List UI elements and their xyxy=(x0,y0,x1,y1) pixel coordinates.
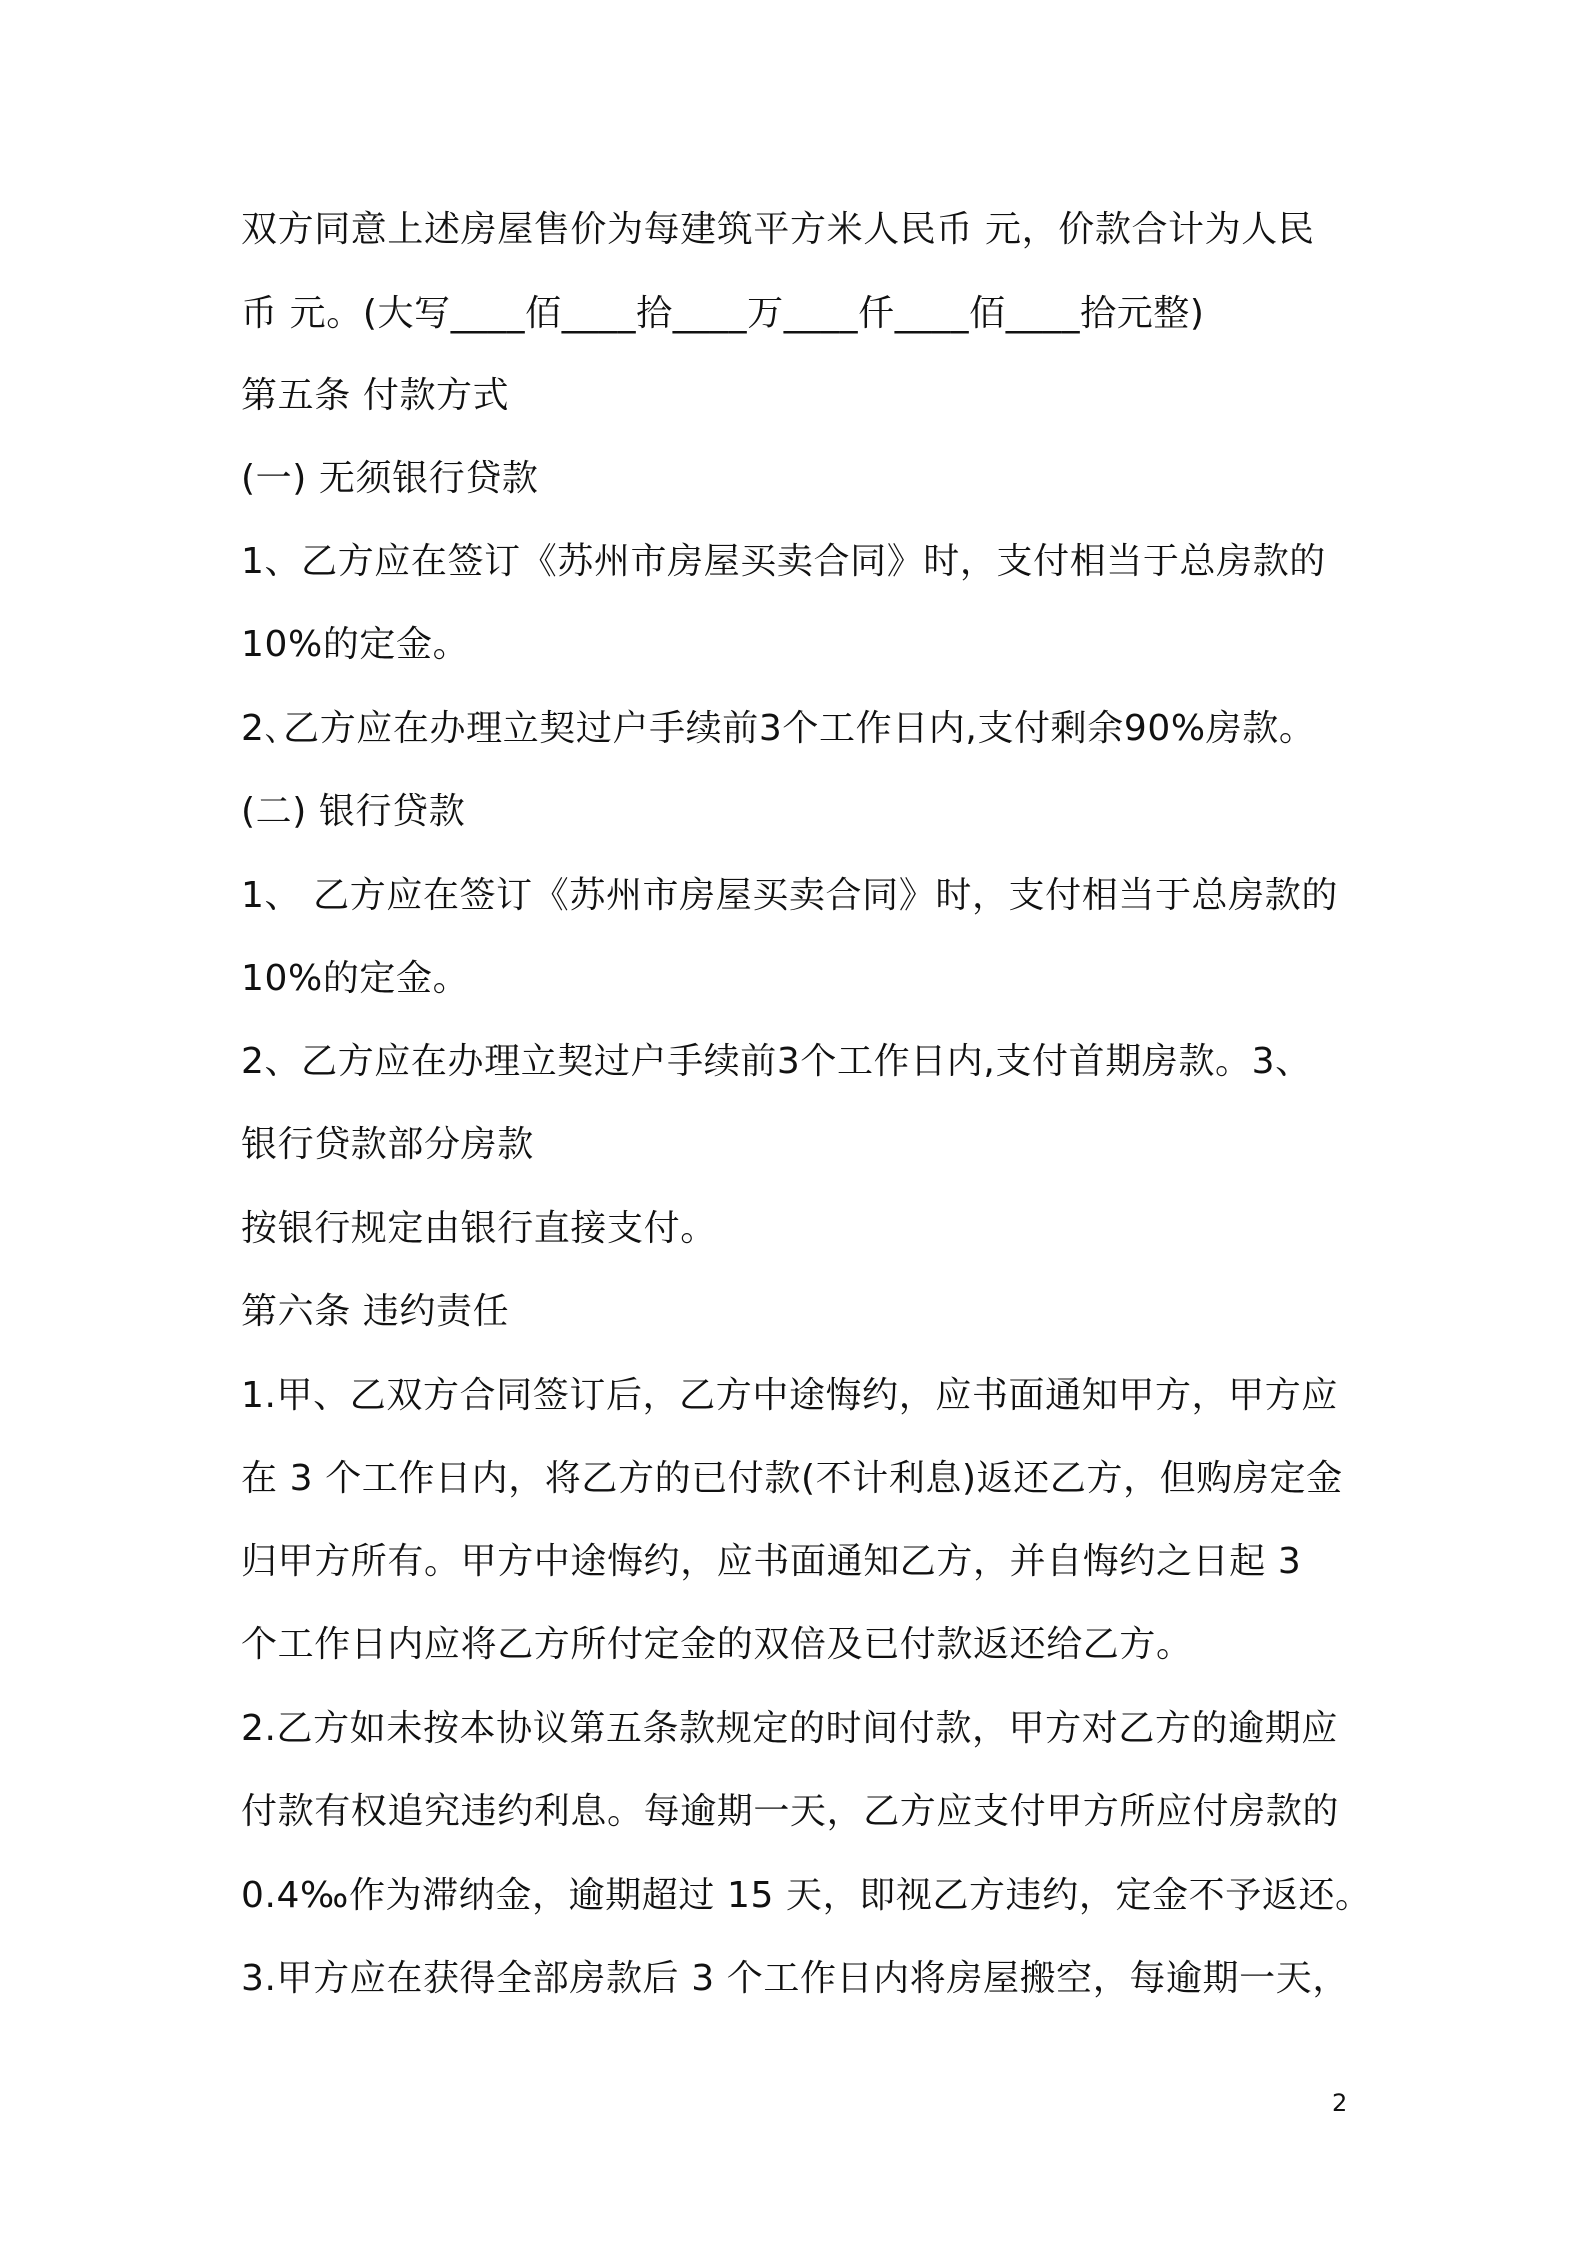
text-line-9: 1、 乙方应在签订《苏州市房屋买卖合同》时，支付相当于总房款的 xyxy=(241,875,1338,916)
text-line-18: 个工作日内应将乙方所付定金的双倍及已付款返还给乙方。 xyxy=(241,1624,1193,1665)
subsection-heading-bank-loan: (二) 银行贷款 xyxy=(241,791,466,832)
text-line-19: 2.乙方如未按本协议第五条款规定的时间付款，甲方对乙方的逾期应 xyxy=(241,1708,1338,1749)
text-line-20: 付款有权追究违约利息。每逾期一天，乙方应支付甲方所应付房款的 xyxy=(241,1791,1340,1832)
text-line-16: 在 3 个工作日内，将乙方的已付款(不计利息)返还乙方，但购房定金 xyxy=(241,1458,1343,1499)
text-line-22: 3.甲方应在获得全部房款后 3 个工作日内将房屋搬空，每逾期一天， xyxy=(241,1958,1349,1999)
text-line-5: 1、乙方应在签订《苏州市房屋买卖合同》时，支付相当于总房款的 xyxy=(241,541,1326,582)
text-line-15: 1.甲、乙双方合同签订后，乙方中途悔约，应书面通知甲方，甲方应 xyxy=(241,1375,1338,1416)
text-line-11: 2、乙方应在办理立契过户手续前3个工作日内,支付首期房款。3、 xyxy=(241,1041,1312,1082)
text-line-12: 银行贷款部分房款 xyxy=(241,1124,534,1165)
text-line-10: 10%的定金。 xyxy=(241,958,470,999)
text-line-21: 0.4‰作为滞纳金，逾期超过 15 天，即视乙方违约，定金不予返还。 xyxy=(241,1875,1372,1916)
section-heading-article-5: 第五条 付款方式 xyxy=(241,375,510,416)
text-line-13: 按银行规定由银行直接支付。 xyxy=(241,1208,717,1249)
text-line-1: 双方同意上述房屋售价为每建筑平方米人民币 元，价款合计为人民 xyxy=(241,209,1315,250)
text-line-6: 10%的定金。 xyxy=(241,624,470,665)
subsection-heading-no-loan: (一) 无须银行贷款 xyxy=(241,458,539,499)
page-number: 2 xyxy=(1332,2089,1348,2117)
text-line-7: 2､乙方应在办理立契过户手续前3个工作日内,支付剩余90%房款。 xyxy=(241,708,1316,749)
text-line-2: 币 元。(大写____佰____拾____万____仟____佰____拾元整) xyxy=(241,293,1205,334)
text-line-17: 归甲方所有。甲方中途悔约，应书面通知乙方，并自悔约之日起 3 xyxy=(241,1541,1302,1582)
section-heading-article-6: 第六条 违约责任 xyxy=(241,1291,510,1332)
